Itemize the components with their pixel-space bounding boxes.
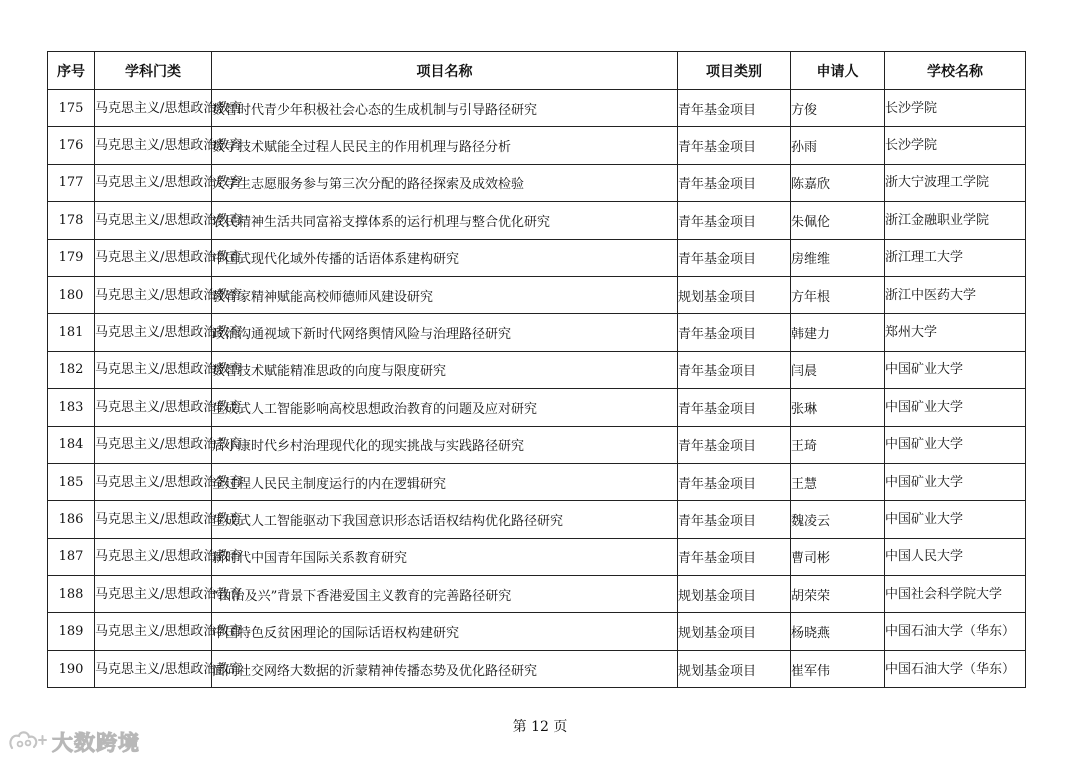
row-number: 176	[48, 127, 95, 164]
applicant-cell: 方年根	[791, 276, 885, 313]
row-number: 178	[48, 202, 95, 239]
category-cell: 规划基金项目	[678, 576, 791, 613]
project-title-cell: 数字技术赋能全过程人民民主的作用机理与路径分析	[212, 127, 678, 164]
school-cell: 中国人民大学	[885, 538, 1026, 575]
school-cell: 中国矿业大学	[885, 463, 1026, 500]
applicant-cell: 王琦	[791, 426, 885, 463]
school-cell: 长沙学院	[885, 127, 1026, 164]
table-row	[48, 650, 1026, 687]
category-cell: 青年基金项目	[678, 127, 791, 164]
row-number: 186	[48, 501, 95, 538]
header-row	[48, 52, 1026, 90]
header-num: 序号	[48, 52, 95, 90]
row-number: 187	[48, 538, 95, 575]
subject-cell: 马克思主义/思想政治教育	[95, 239, 212, 276]
watermark	[6, 727, 140, 757]
row-number: 177	[48, 164, 95, 201]
table-row	[48, 314, 1026, 351]
school-cell: 中国矿业大学	[885, 351, 1026, 388]
project-title-cell: 大学生志愿服务参与第三次分配的路径探索及成效检验	[212, 164, 678, 201]
project-title-cell: 农民精神生活共同富裕支撑体系的运行机理与整合优化研究	[212, 202, 678, 239]
applicant-cell: 闫晨	[791, 351, 885, 388]
table-row	[48, 90, 1026, 127]
table-row	[48, 613, 1026, 650]
watermark-text: 大数跨境	[52, 731, 140, 755]
school-cell: 浙大宁波理工学院	[885, 164, 1026, 201]
applicant-cell: 崔军伟	[791, 650, 885, 687]
school-cell: 郑州大学	[885, 314, 1026, 351]
project-title-cell: 数智时代青少年积极社会心态的生成机制与引导路径研究	[212, 90, 678, 127]
applicant-cell: 韩建力	[791, 314, 885, 351]
applicant-cell: 孙雨	[791, 127, 885, 164]
category-cell: 青年基金项目	[678, 202, 791, 239]
project-title-cell: 面向社交网络大数据的沂蒙精神传播态势及优化路径研究	[212, 650, 678, 687]
category-cell: 青年基金项目	[678, 90, 791, 127]
row-number: 180	[48, 276, 95, 313]
school-cell: 中国矿业大学	[885, 426, 1026, 463]
table-body	[48, 90, 1026, 688]
subject-cell: 马克思主义/思想政治教育	[95, 90, 212, 127]
row-number: 175	[48, 90, 95, 127]
table-row	[48, 239, 1026, 276]
project-title-cell: 生成式人工智能影响高校思想政治教育的问题及应对研究	[212, 389, 678, 426]
subject-cell: 马克思主义/思想政治教育	[95, 389, 212, 426]
category-cell: 青年基金项目	[678, 463, 791, 500]
subject-cell: 马克思主义/思想政治教育	[95, 426, 212, 463]
project-title-cell: “由治及兴”背景下香港爱国主义教育的完善路径研究	[212, 576, 678, 613]
row-number: 190	[48, 650, 95, 687]
category-cell: 青年基金项目	[678, 538, 791, 575]
subject-cell: 马克思主义/思想政治教育	[95, 164, 212, 201]
row-number: 183	[48, 389, 95, 426]
subject-cell: 马克思主义/思想政治教育	[95, 276, 212, 313]
row-number: 181	[48, 314, 95, 351]
applicant-cell: 胡荣荣	[791, 576, 885, 613]
subject-cell: 马克思主义/思想政治教育	[95, 314, 212, 351]
category-cell: 青年基金项目	[678, 164, 791, 201]
school-cell: 浙江中医药大学	[885, 276, 1026, 313]
table-row	[48, 538, 1026, 575]
subject-cell: 马克思主义/思想政治教育	[95, 538, 212, 575]
subject-cell: 马克思主义/思想政治教育	[95, 463, 212, 500]
table-row	[48, 576, 1026, 613]
subject-cell: 马克思主义/思想政治教育	[95, 127, 212, 164]
category-cell: 规划基金项目	[678, 276, 791, 313]
table-header	[48, 52, 1026, 90]
table-row	[48, 351, 1026, 388]
project-title-cell: 数智技术赋能精准思政的向度与限度研究	[212, 351, 678, 388]
table-row	[48, 501, 1026, 538]
applicant-cell: 杨晓燕	[791, 613, 885, 650]
table-row	[48, 164, 1026, 201]
applicant-cell: 王慧	[791, 463, 885, 500]
applicant-cell: 朱佩伦	[791, 202, 885, 239]
table-row	[48, 426, 1026, 463]
project-title-cell: 新时代中国青年国际关系教育研究	[212, 538, 678, 575]
school-cell: 中国石油大学（华东）	[885, 613, 1026, 650]
category-cell: 规划基金项目	[678, 613, 791, 650]
school-cell: 中国矿业大学	[885, 389, 1026, 426]
applicant-cell: 魏凌云	[791, 501, 885, 538]
subject-cell: 马克思主义/思想政治教育	[95, 613, 212, 650]
school-cell: 中国社会科学院大学	[885, 576, 1026, 613]
category-cell: 青年基金项目	[678, 314, 791, 351]
row-number: 184	[48, 426, 95, 463]
applicant-cell: 房维维	[791, 239, 885, 276]
project-table	[47, 51, 1026, 688]
subject-cell: 马克思主义/思想政治教育	[95, 650, 212, 687]
table-row	[48, 276, 1026, 313]
row-number: 182	[48, 351, 95, 388]
category-cell: 青年基金项目	[678, 426, 791, 463]
row-number: 188	[48, 576, 95, 613]
subject-cell: 马克思主义/思想政治教育	[95, 202, 212, 239]
project-title-cell: 中国特色反贫困理论的国际话语权构建研究	[212, 613, 678, 650]
page-number: 第 12 页	[512, 719, 568, 735]
project-title-cell: 后小康时代乡村治理现代化的现实挑战与实践路径研究	[212, 426, 678, 463]
header-category: 项目类别	[678, 52, 791, 90]
applicant-cell: 张琳	[791, 389, 885, 426]
table-row	[48, 127, 1026, 164]
applicant-cell: 陈嘉欣	[791, 164, 885, 201]
header-school: 学校名称	[885, 52, 1026, 90]
subject-cell: 马克思主义/思想政治教育	[95, 501, 212, 538]
subject-cell: 马克思主义/思想政治教育	[95, 576, 212, 613]
brand-logo-icon	[6, 728, 52, 756]
table-row	[48, 202, 1026, 239]
project-title-cell: 生成式人工智能驱动下我国意识形态话语权结构优化路径研究	[212, 501, 678, 538]
table-row	[48, 463, 1026, 500]
school-cell: 浙江理工大学	[885, 239, 1026, 276]
project-title-cell: 中国式现代化域外传播的话语体系建构研究	[212, 239, 678, 276]
project-title-cell: 教育家精神赋能高校师德师风建设研究	[212, 276, 678, 313]
applicant-cell: 方俊	[791, 90, 885, 127]
project-title-cell: 全过程人民民主制度运行的内在逻辑研究	[212, 463, 678, 500]
school-cell: 长沙学院	[885, 90, 1026, 127]
school-cell: 浙江金融职业学院	[885, 202, 1026, 239]
subject-cell: 马克思主义/思想政治教育	[95, 351, 212, 388]
project-title-cell: 政治沟通视域下新时代网络舆情风险与治理路径研究	[212, 314, 678, 351]
category-cell: 青年基金项目	[678, 389, 791, 426]
header-title: 项目名称	[212, 52, 678, 90]
category-cell: 青年基金项目	[678, 501, 791, 538]
row-number: 179	[48, 239, 95, 276]
header-subject: 学科门类	[95, 52, 212, 90]
row-number: 185	[48, 463, 95, 500]
header-applicant: 申请人	[791, 52, 885, 90]
school-cell: 中国矿业大学	[885, 501, 1026, 538]
category-cell: 青年基金项目	[678, 351, 791, 388]
category-cell: 青年基金项目	[678, 239, 791, 276]
school-cell: 中国石油大学（华东）	[885, 650, 1026, 687]
applicant-cell: 曹司彬	[791, 538, 885, 575]
category-cell: 规划基金项目	[678, 650, 791, 687]
table-row	[48, 389, 1026, 426]
row-number: 189	[48, 613, 95, 650]
